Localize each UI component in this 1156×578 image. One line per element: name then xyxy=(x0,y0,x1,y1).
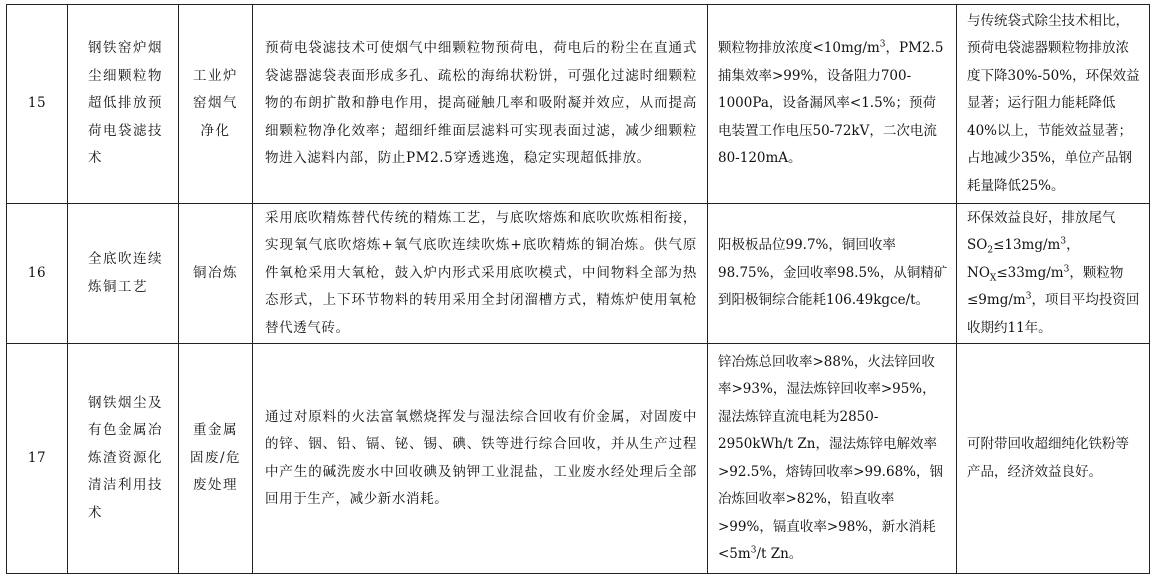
description: 采用底吹精炼替代传统的精炼工艺，与底吹熔炼和底吹吹炼相衔接，实现氧气底吹熔炼+氧气底吹连续吹炼+底吹精炼的铜冶炼。供气原件氧枪采用大氧枪，鼓入炉内形式采用底吹模式，中间物料全部为热态形式，上下环节物料的转用采用全封闭溜槽方式，精炼炉使用氧枪替代透气砖。 xyxy=(265,209,697,336)
indicators-text: /t Zn。 xyxy=(756,546,803,562)
indicators-text: 锌冶炼总回收率>88%，火法锌回收率>93%，湿法炼锌回收率>95%，湿法炼锌直流电耗为2850-2950kWh/t Zn，湿法炼锌电解效率>92.5%，熔铸回收率>99.68%，铟冶炼回收率>82%，铅直收率>99%，镉直收率>98%，新水消耗<5m xyxy=(718,353,943,562)
industry-cell xyxy=(179,5,253,204)
subscript: 2 xyxy=(987,245,994,256)
benefits-text: ，颗粒物≤9mg/m xyxy=(967,264,1124,309)
benefits: 可附带回收超细纯化铁粉等产品，经济效益良好。 xyxy=(967,436,1129,480)
technology-name: 钢铁窑炉烟尘细颗粒物超低排放预荷电袋滤技术 xyxy=(88,40,163,167)
technology-table xyxy=(6,4,1150,574)
benefits-text: 环保效益良好，排放尾气SO xyxy=(967,209,1116,254)
indicators-cell xyxy=(708,344,957,574)
benefits-text: ≤13mg/m xyxy=(993,237,1061,254)
indicators: 阳极板品位99.7%，铜回收率98.75%，金回收率98.5%，从铜精矿到阳极铜综合能耗106.49kgce/t。 xyxy=(718,237,948,309)
row-number: 16 xyxy=(27,264,47,281)
description: 预荷电袋滤技术可使烟气中细颗粒物预荷电，荷电后的粉尘在直通式袋滤器滤袋表面形成多孔、疏松的海绵状粉饼，可强化过滤时细颗粒物的布朗扩散和静电作用，提高碰触几率和吸附凝并效应，从而提高细颗粒物净化效率；超细纤维面层滤料可实现表面过滤，减少细颗粒物进入滤料内部，防止PM2.5穿透逃逸，稳定实现超低排放。 xyxy=(265,40,697,167)
indicators xyxy=(708,349,956,569)
indicators-text: 颗粒物排放浓度<10mg/m xyxy=(718,40,880,57)
benefits-text: ，项目平均投资回收期约11年。 xyxy=(967,292,1140,336)
industry-cell xyxy=(179,344,253,574)
row-number-cell xyxy=(7,5,68,204)
superscript: 3 xyxy=(1025,291,1032,302)
technology-name: 钢铁烟尘及有色金属冶炼渣资源化清洁利用技术 xyxy=(88,394,163,521)
technology-name: 全底吹连续炼铜工艺 xyxy=(88,251,163,295)
description: 通过对原料的火法富氧燃烧挥发与湿法综合回收有价金属，对固废中的锌、铟、铅、镉、铋、锡、碘、铁等进行综合回收，并从生产过程中产生的碱洗废水中回收碘及钠钾工业混盐，工业废水经处理后全部回用于生产，减少新水消耗。 xyxy=(265,408,697,507)
description-cell xyxy=(253,204,708,344)
superscript: 3 xyxy=(879,39,886,50)
benefits-cell xyxy=(957,5,1150,204)
indicators xyxy=(708,35,956,173)
industry: 重金属固废/危废处理 xyxy=(189,422,242,494)
industry: 铜冶炼 xyxy=(193,264,238,281)
indicators-cell xyxy=(708,5,957,204)
row-number: 15 xyxy=(27,95,47,112)
benefits-cell xyxy=(957,344,1150,574)
industry-cell xyxy=(179,204,253,344)
technology-name-cell xyxy=(68,204,179,344)
table-row xyxy=(7,344,1150,574)
description-cell xyxy=(253,344,708,574)
benefits-text: ≤33mg/m xyxy=(996,264,1064,281)
row-number-cell xyxy=(7,344,68,574)
table-row xyxy=(7,204,1150,344)
benefits xyxy=(957,205,1149,343)
row-number: 17 xyxy=(27,449,47,466)
indicators-text: ，PM2.5捕集效率>99%，设备阻力700-1000Pa，设备漏风率<1.5%；预荷电装置工作电压50-72kV，二次电流80-120mA。 xyxy=(718,40,944,167)
technology-name-cell xyxy=(68,344,179,574)
row-number-cell xyxy=(7,204,68,344)
benefits: 与传统袋式除尘技术相比，预荷电袋滤器颗粒物排放浓度下降30%-50%，环保效益显著；运行阻力能耗降低40%以上，节能效益显著；占地减少35%，单位产品钢耗量降低25%。 xyxy=(967,12,1140,194)
description-cell xyxy=(253,5,708,204)
benefits-cell xyxy=(957,204,1150,344)
indicators-cell xyxy=(708,204,957,344)
technology-name-cell xyxy=(68,5,179,204)
superscript: 3 xyxy=(750,545,757,556)
subscript: X xyxy=(989,273,997,284)
industry: 工业炉窑烟气净化 xyxy=(193,67,238,139)
superscript: 3 xyxy=(1063,264,1070,275)
superscript: 3 xyxy=(1060,236,1067,247)
table-row xyxy=(7,5,1150,204)
benefits-text: ，NO xyxy=(967,237,1080,281)
